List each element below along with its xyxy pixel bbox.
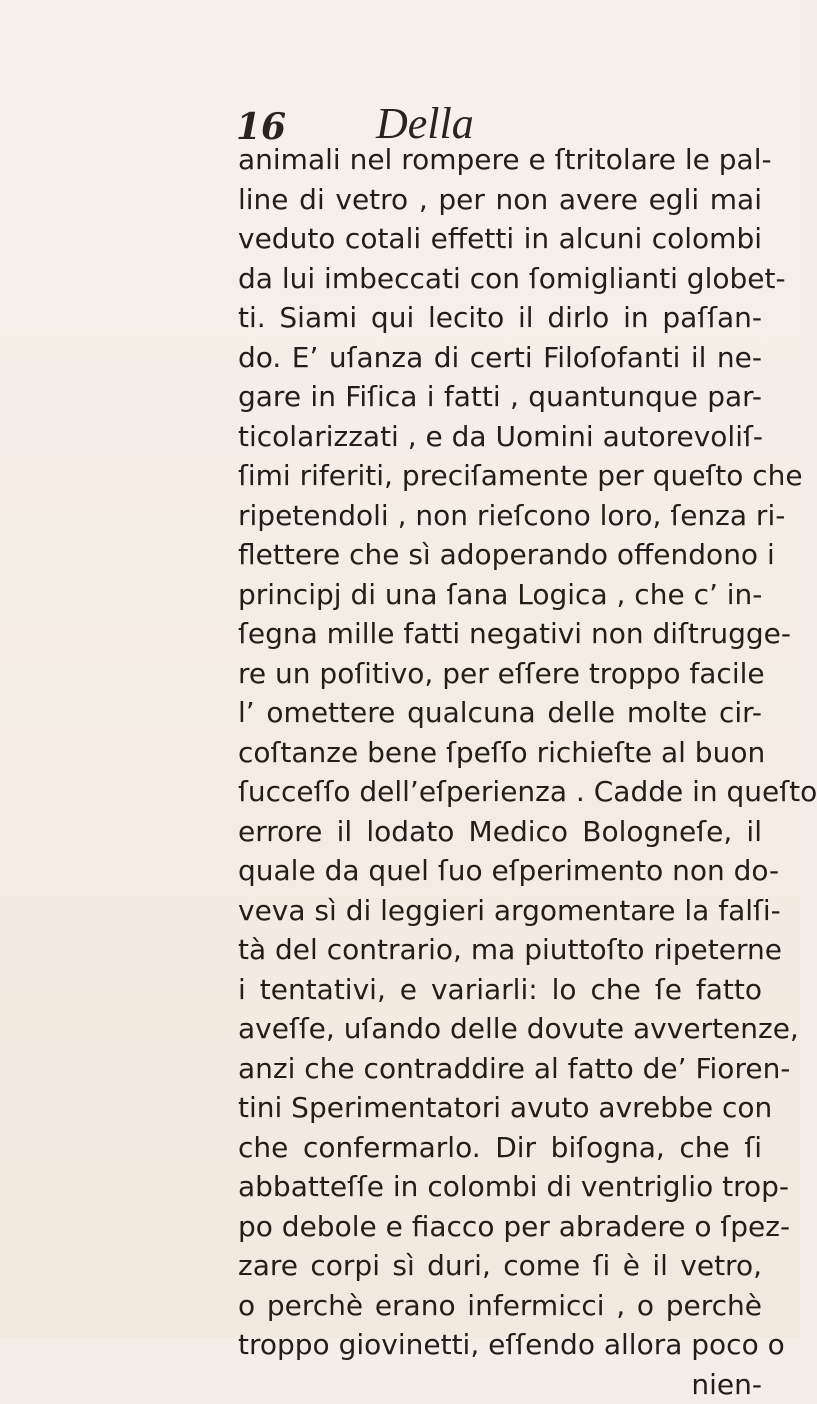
text-line: veva sì di leggieri argomentare la falſi- (238, 891, 762, 931)
text-line: tà del contrario, ma piuttoſto ripeterne (238, 930, 762, 970)
text-line: ſimi riferiti, preciſamente per queſto che (238, 456, 762, 496)
text-line: errore il lodato Medico Bologneſe, il (238, 812, 762, 852)
text-line: i tentativi, e variarli: lo che ſe fatto (238, 970, 762, 1010)
text-line: veduto cotali effetti in alcuni colombi (238, 219, 762, 259)
text-line: line di vetro , per non avere egli mai (238, 180, 762, 220)
text-line: ripetendoli , non rieſcono loro, ſenza ri- (238, 496, 762, 536)
text-line: o perchè erano infermicci , o perchè (238, 1286, 762, 1326)
text-line: flettere che sì adoperando offendono i (238, 535, 762, 575)
text-line: coſtanze bene ſpeſſo richieſte al buon (238, 733, 762, 773)
text-line: l’ omettere qualcuna delle molte cir- (238, 693, 762, 733)
text-line: abbatteſſe in colombi di ventriglio trop- (238, 1167, 762, 1207)
text-line: anzi che contraddire al fatto de’ Fioren- (238, 1049, 762, 1089)
text-line: tini Sperimentatori avuto avrebbe con (238, 1088, 762, 1128)
text-line: re un poſitivo, per eſſere troppo facile (238, 654, 762, 694)
text-line: do. E’ uſanza di certi Filoſofanti il ne- (238, 338, 762, 378)
text-line: ſucceſſo dell’eſperienza . Cadde in queſto (238, 772, 762, 812)
catchword: nien- (238, 1365, 762, 1404)
text-line: po debole e fiacco per abradere o ſpez- (238, 1207, 762, 1247)
text-line: da lui imbeccati con ſomiglianti globet- (238, 259, 762, 299)
text-line: animali nel rompere e ſtritolare le pal- (238, 140, 762, 180)
text-line: gare in Fiſica i fatti , quantunque par- (238, 377, 762, 417)
running-title: Della (376, 98, 474, 149)
text-line: che confermarlo. Dir biſogna, che ſi (238, 1128, 762, 1168)
text-line: principj di una ſana Logica , che c’ in- (238, 575, 762, 615)
text-line: ti. Siami qui lecito il dirlo in paſſan- (238, 298, 762, 338)
text-line: ſegna mille fatti negativi non diſtrugge- (238, 614, 762, 654)
body-text (238, 140, 762, 1404)
text-line: zare corpi sì duri, come ſi è il vetro, (238, 1246, 762, 1286)
page-number: 16 (236, 106, 286, 148)
text-line: quale da quel ſuo eſperimento non do- (238, 851, 762, 891)
text-line: aveſſe, uſando delle dovute avvertenze, (238, 1009, 762, 1049)
text-line: ticolarizzati , e da Uomini autorevoliſ- (238, 417, 762, 457)
text-line: troppo giovinetti, eſſendo allora poco o (238, 1325, 762, 1365)
